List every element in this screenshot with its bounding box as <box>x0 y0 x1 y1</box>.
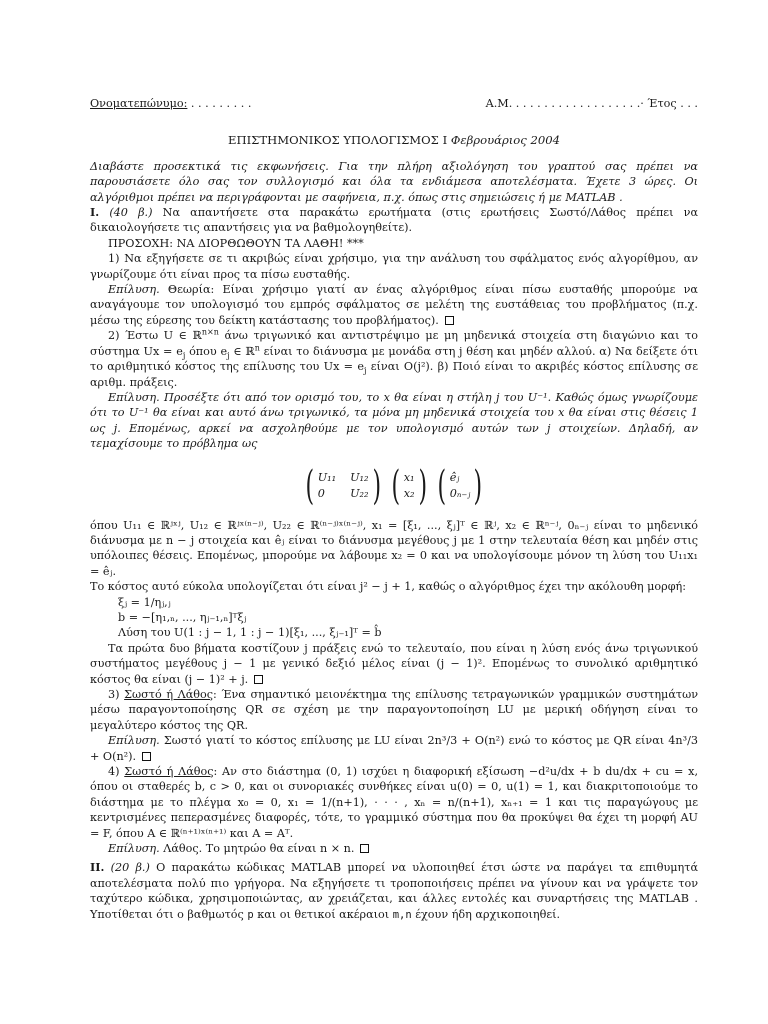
am-label: Α.Μ. . . . . . . . . . . . . . . . . . . <box>485 97 641 110</box>
vector-entry: x₂ <box>403 487 415 501</box>
question-2 <box>90 328 698 390</box>
question-4 <box>90 764 698 841</box>
solution-2-cost: Το κόστος αυτό εύκολα υπολογίζεται ότι είναι j² − j + 1, καθώς ο αλγόριθμος έχει την ακόλουθη μορφή: <box>90 580 687 594</box>
part2-heading: II. <box>90 860 105 875</box>
solution-2-continued: όπου U₁₁ ∈ ℝʲˣʲ, U₁₂ ∈ ℝʲˣ⁽ⁿ⁻ʲ⁾, U₂₂ ∈ ℝ⁽ⁿ⁻ʲ⁾ˣ⁽ⁿ⁻ʲ⁾, x₁ = [ξ₁, ..., ξⱼ]ᵀ ∈ ℝʲ, x₂ ∈ ℝⁿ⁻ʲ, 0ₙ₋ⱼ είναι το μηδενικό διάνυσμα με n − j στοιχεία και êⱼ είναι το διάνυσμα μεγέθους j με 1 στην τελευταία θέση και μηδέν στις υπόλοιπες θέσεις. Επομένως, μπορούμε να λάβουμε x₂ = 0 και να υπολογίσουμε μόνον τη λύση του U₁₁x₁ = êⱼ. <box>90 518 698 578</box>
title-date: Φεβρουάριος 2004 <box>450 133 560 148</box>
solution-3 <box>90 733 698 764</box>
right-paren: ) <box>418 462 427 509</box>
matrix-entry: U₂₂ <box>350 487 369 501</box>
year-label: · Έτος . . . <box>640 97 698 110</box>
q4-text: : Αν στο διάστημα (0, 1) ισχύει η διαφορική εξίσωση −d²u/dx + b du/dx + cu = x, όπου οι σταθερές b, c > 0, και οι συνοριακές συνθήκες είναι u(0) = 0, u(1) = 1, και διακριτοποιούμε το διάστημα με το πλέγμα x₀ = 0, x₁ = 1/(n+1), · · · , xₙ = n/(n+1), xₙ₊₁ = 1 και τις παραγώγους με κεντρισμένες πεπερασμένες διαφορές, τότε, το γραμμικό σύστημα που θα προκύψει θα έχει τη μορφή AU = F, όπου A ∈ ℝ⁽ⁿ⁺¹⁾ˣ⁽ⁿ⁺¹⁾ και A = Aᵀ. <box>90 765 699 840</box>
solution-label: Επίλυση. <box>108 842 160 856</box>
q2-sub-3: j <box>363 366 367 376</box>
q2-sub-2: j <box>227 350 230 360</box>
part1-heading: I. <box>90 205 100 220</box>
solution-label: Επίλυση. <box>108 283 160 297</box>
page-title <box>90 133 698 148</box>
matrix-u-grid <box>318 470 369 502</box>
q2-text-f: είναι O(j²). β) Ποιό είναι το ακριβές κόστος επίλυσης σε αριθμ. πράξεις. <box>90 360 698 389</box>
part2-text-a: Ο παρακάτω κώδικας MATLAB μπορεί να υλοποιηθεί έτσι ώστε να παράγει τα επιθυμητά αποτελέσματα πολύ πιο γρήγορα. Να εξηγήσετε τι τροποποιήσεις πρέπει να γίνουν και να γράψετε τον ταχύτερο κώδικα, χρησιμοποιώντας, αν χρειάζεται, και άλλες εντολές και συναρτήσεις της MATLAB . Υποτίθεται ότι ο βαθμωτός <box>90 861 699 921</box>
exam-page <box>90 92 698 923</box>
question-3 <box>90 687 698 733</box>
qed-icon <box>360 844 369 853</box>
algorithm-line: Λύση του U(1 : j − 1, 1 : j − 1)[ξ₁, ..., ξⱼ₋₁]ᵀ = b̂ <box>118 626 382 640</box>
header-row <box>90 96 698 111</box>
solution-text: Θεωρία: Είναι χρήσιμο γιατί αν ένας αλγόριθμος είναι πίσω ευσταθής μπορούμε να αναγάγουμε τον υπολογισμό του εμπρός σφάλματος σε μελέτη της ευστάθειας του προβλήματος (π.χ. μέσω της εύρεσης του δείκτη κατάστασης του προβλήματος). <box>90 283 698 327</box>
solution-2-final <box>90 641 698 687</box>
vector-entry: 0ₙ₋ⱼ <box>449 487 471 501</box>
warning-text: ΠΡΟΣΟΧΗ: ΝΑ ΔΙΟΡΘΩΘΟΥΝ ΤΑ ΛΑΘΗ! *** <box>108 236 364 250</box>
code-p: p <box>247 908 254 921</box>
left-paren: ( <box>305 462 315 509</box>
part2-text-b: και οι θετικοί ακέραιοι <box>253 907 393 921</box>
solution-text: Σωστό γιατί το κόστος επίλυσης με LU είναι 2n³/3 + O(n²) ενώ το κόστος με QR είναι 4n³/3 + O(n²). <box>90 734 699 763</box>
matrix-u <box>302 462 384 509</box>
solution-text: Προσέξτε ότι από τον ορισμό του, το x θα είναι η στήλη j του U⁻¹. Καθώς όμως γνωρίζουμε ότι το U⁻¹ θα είναι και αυτό άνω τριγωνικό, τα μόνα μη μηδενικά στοιχεία του x θα είναι στις θέσεις 1 ως j. Επομένως, αρκεί να ασχοληθούμε με τον υπολογισμό αυτών των j στοιχείων. Δηλαδή, αν τεμαχίσουμε το πρόβλημα ως <box>90 390 698 451</box>
part1-intro-text: Να απαντήσετε στα παρακάτω ερωτήματα (στις ερωτήσεις Σωστό/Λάθος πρέπει να δικαιολογήσετε τις απαντήσεις για να βαθμολογηθείτε). <box>90 206 698 235</box>
part2-points: (20 β.) <box>110 861 150 875</box>
vector-x-grid <box>404 470 415 502</box>
code-mn: m,n <box>392 908 412 921</box>
q2-text-b: άνω τριγωνικό και αντιστρέψιμο με μη μηδενικά στοιχεία στη διαγώνιο και το σύστημα Ux = e <box>90 329 698 358</box>
part2-text-c: έχουν ήδη αρχικοποιηθεί. <box>411 907 561 921</box>
title-main: ΕΠΙΣΤΗΜΟΝΙΚΟΣ ΥΠΟΛΟΓΙΣΜΟΣ Ι <box>228 133 448 148</box>
qed-icon <box>142 752 151 761</box>
q3-text: : Ένα σημαντικό μειονέκτημα της επίλυσης τετραγωνικών γραμμικών συστημάτων μέσω παραγοντοποίησης QR σε σχέση με την παραγοντοποίηση LU με μερική οδήγηση είναι το μεγαλύτερο κόστος της QR. <box>90 688 698 732</box>
block-matrix-equation <box>90 462 698 509</box>
name-dots: . . . . . . . . . <box>187 97 252 110</box>
qed-icon <box>445 316 454 325</box>
question-1: 1) Να εξηγήσετε σε τι ακριβώς είναι χρήσιμο, για την ανάλυση του σφάλματος ενός αλγορίθμου, αν γνωρίζουμε ότι είναι προς τα πίσω ευσταθής. <box>90 252 698 281</box>
matrix-entry: 0 <box>317 487 325 501</box>
algorithm-line: ξⱼ = 1/ηⱼ,ⱼ <box>118 595 171 609</box>
left-paren: ( <box>391 462 401 509</box>
solution-text: Τα πρώτα δυο βήματα κοστίζουν j πράξεις ενώ το τελευταίο, που είναι η λύση ενός άνω τριγωνικού συστήματος μεγέθους j − 1 με γενικό δεξιό μέλος είναι (j − 1)². Επομένως το συνολικό αριθμητικό κόστος θα είναι (j − 1)² + j. <box>90 641 698 686</box>
q3-number: 3) <box>108 688 125 701</box>
instructions: Διαβάστε προσεκτικά τις εκφωνήσεις. Για την πλήρη αξιολόγηση του γραπτού σας πρέπει να παρουσιάσετε όλο σας τον συλλογισμό και όλα τα ενδιάμεσα αποτελέσματα. Έχετε 3 ώρες. Οι αλγόριθμοι πρέπει να περιγράφονται με σαφήνεια, π.χ. όπως στις σημειώσεις ή με MATLAB . <box>90 159 698 204</box>
matrix-entry: U₁₁ <box>317 470 337 484</box>
vector-rhs-grid <box>450 470 471 502</box>
solution-1 <box>90 282 698 328</box>
true-false-label: Σωστό ή Λάθος <box>124 765 214 779</box>
vector-entry: êⱼ <box>449 470 460 484</box>
right-paren: ) <box>372 462 381 509</box>
vector-entry: x₁ <box>403 470 415 484</box>
name-label: Ονοματεπώνυμο: <box>90 97 188 110</box>
q2-text-d: ∈ ℝ <box>229 344 255 358</box>
vector-x <box>388 462 430 509</box>
vector-rhs <box>434 462 486 509</box>
part2-text <box>90 860 698 923</box>
q2-text-e: είναι το διάνυσμα με μονάδα στη j θέση και μηδέν αλλού. α) Να δείξετε ότι το αριθμητικό κόστος της επίλυσης του Ux = e <box>90 344 698 374</box>
name-field <box>90 96 251 111</box>
solution-4 <box>90 841 698 856</box>
q2-text-a: 2) Έστω U ∈ ℝ <box>108 329 202 343</box>
true-false-label: Σωστό ή Λάθος <box>124 688 214 701</box>
solution-text: Λάθος. Το μητρώο θα είναι n × n. <box>163 842 355 856</box>
right-paren: ) <box>473 462 483 509</box>
part1-intro <box>90 205 698 236</box>
matrix-entry: U₁₂ <box>350 470 369 484</box>
q2-text-c: όπου e <box>185 344 228 358</box>
q2-sup-2: n <box>254 342 260 352</box>
solution-label: Επίλυση. <box>108 390 160 404</box>
q2-sup: n×n <box>201 327 219 337</box>
algorithm-block <box>118 595 698 641</box>
qed-icon <box>254 675 263 684</box>
solution-2 <box>90 390 698 452</box>
left-paren: ( <box>437 462 447 509</box>
algorithm-line: b = −[η₁,ₙ, ..., ηⱼ₋₁,ₙ]ᵀξⱼ <box>118 610 247 624</box>
q4-number: 4) <box>108 765 125 779</box>
solution-label: Επίλυση. <box>108 734 160 748</box>
part1-points: (40 β.) <box>109 206 153 220</box>
q2-sub: j <box>182 350 186 360</box>
am-year-field <box>486 96 698 111</box>
